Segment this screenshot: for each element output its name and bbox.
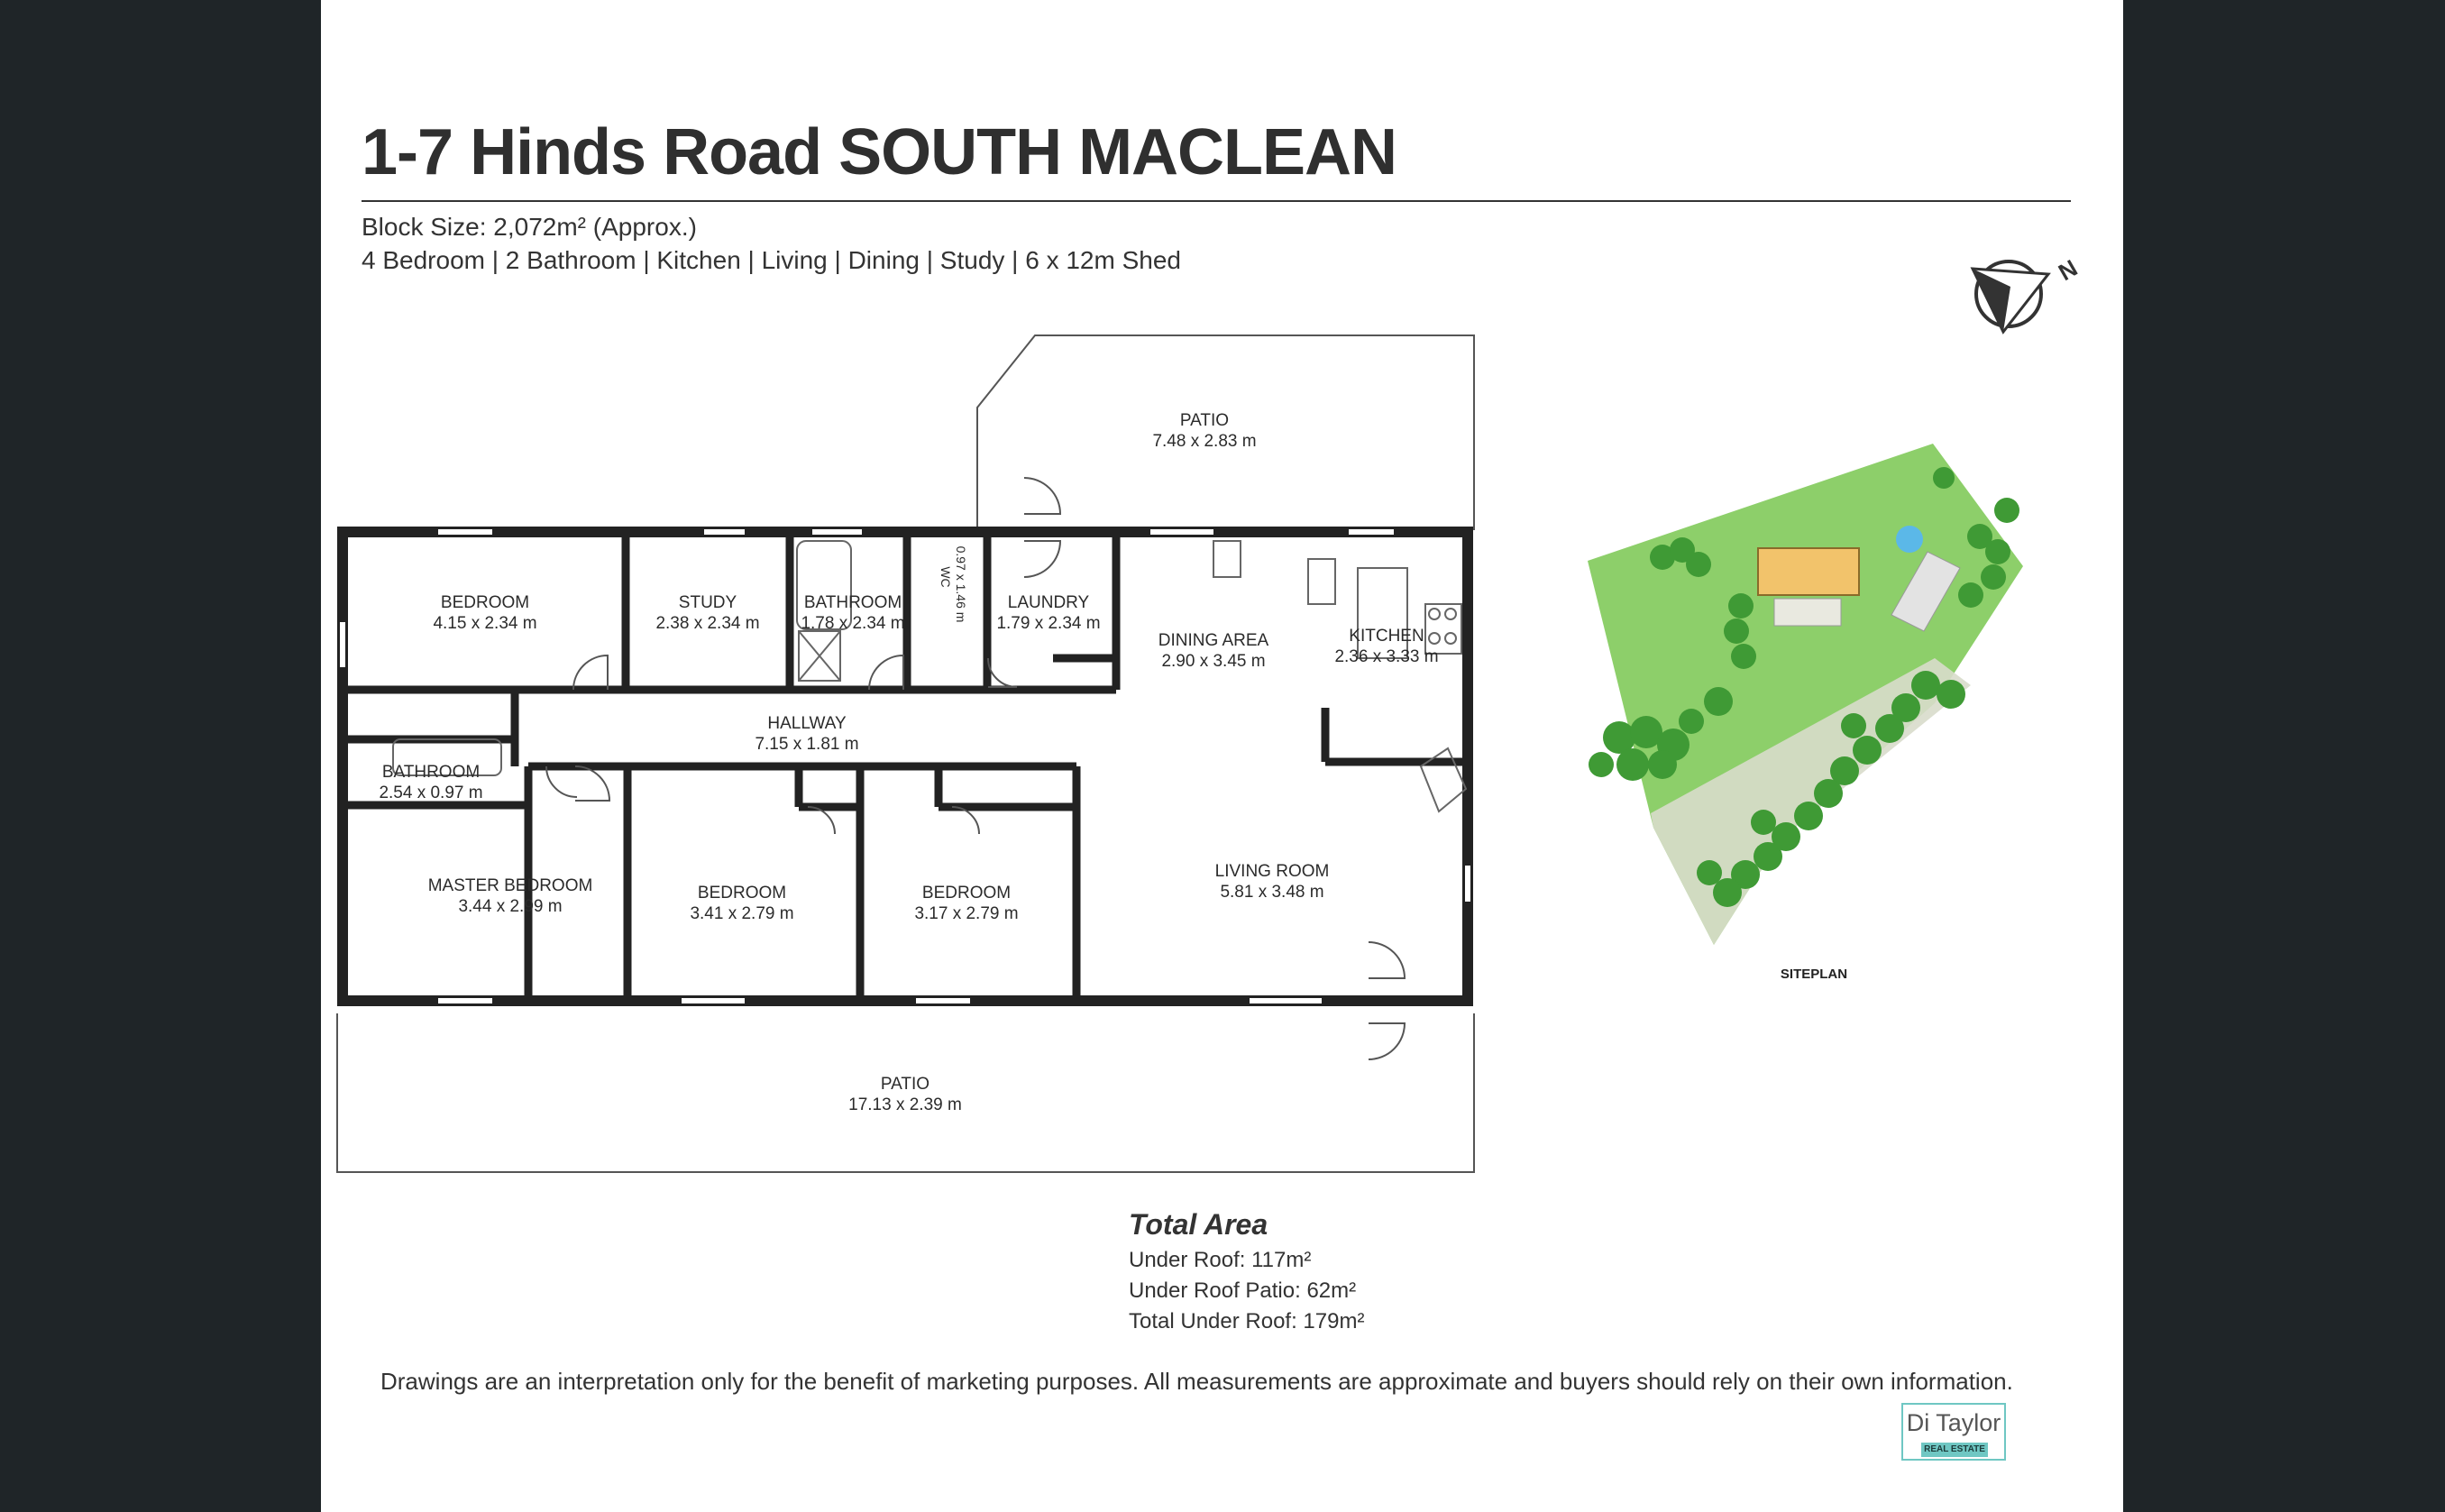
room-dims-wc: 0.97 x 1.46 m [954,545,968,623]
siteplan-label: SITEPLAN [1780,967,1848,982]
room-name-patio-bottom: PATIO [880,1075,930,1094]
room-dims-bedroom-2: 3.41 x 2.79 m [690,904,794,923]
room-dims-dining: 2.90 x 3.45 m [1161,652,1266,671]
room-name-laundry: LAUNDRY [1007,593,1090,612]
room-name-master-bedroom: MASTER BEDROOM [427,876,593,895]
room-dims-living-room: 5.81 x 3.48 m [1220,883,1324,902]
features-summary: 4 Bedroom | 2 Bathroom | Kitchen | Living | Dining | Study | 6 x 12m Shed [362,246,1182,274]
total-area-panel [1129,1208,1364,1337]
room-dims-bathroom-main: 1.78 x 2.34 m [801,614,905,633]
room-dims-patio-top: 7.48 x 2.83 m [1152,432,1257,451]
room-dims-ensuite: 2.54 x 0.97 m [379,783,483,802]
total-combined: Total Under Roof: 179m² [1129,1309,1365,1333]
agency-logo [1901,1403,2006,1461]
room-dims-master-bedroom: 3.44 x 2.99 m [458,897,563,916]
total-area-heading: Total Area [1129,1208,1268,1241]
room-name-bedroom-1: BEDROOM [440,593,530,612]
room-name-hallway: HALLWAY [767,714,847,733]
fixtures [393,541,1466,811]
total-under-roof: Under Roof: 117m² [1129,1248,1312,1272]
room-name-bedroom-2: BEDROOM [697,884,787,903]
floorplan-sheet [321,0,2123,1512]
room-dims-patio-bottom: 17.13 x 2.39 m [848,1095,962,1114]
total-under-roof-patio: Under Roof Patio: 62m² [1129,1278,1357,1303]
room-dims-bedroom-3: 3.17 x 2.79 m [914,904,1019,923]
room-name-kitchen: KITCHEN [1349,627,1424,646]
disclaimer-text: Drawings are an interpretation only for the benefit of marketing purposes. All measurements are approximate and buyers should rely on their own information. [380,1368,2013,1395]
site-plan [1588,444,2023,982]
room-dims-laundry: 1.79 x 2.34 m [996,614,1101,633]
room-name-bedroom-3: BEDROOM [921,884,1012,903]
north-label: N [2054,253,2083,287]
room-name-ensuite: BATHROOM [381,763,481,782]
room-name-patio-top: PATIO [1179,411,1230,430]
room-name-wc: WC [939,566,953,588]
agency-tagline: REAL ESTATE [1921,1443,1988,1457]
room-name-bathroom-main: BATHROOM [803,593,902,612]
block-size-text: Block Size: 2,072m² (Approx.) [362,213,697,241]
room-name-dining: DINING AREA [1158,631,1269,650]
room-dims-bedroom-1: 4.15 x 2.34 m [433,614,537,633]
room-name-living-room: LIVING ROOM [1214,862,1330,881]
room-dims-kitchen: 2.36 x 3.33 m [1334,647,1439,666]
agency-name: Di Taylor [1906,1409,2001,1436]
room-name-study: STUDY [678,593,737,612]
room-dims-study: 2.38 x 2.34 m [655,614,760,633]
room-dims-hallway: 7.15 x 1.81 m [755,735,859,754]
property-address-title: 1-7 Hinds Road SOUTH MACLEAN [362,116,1397,188]
